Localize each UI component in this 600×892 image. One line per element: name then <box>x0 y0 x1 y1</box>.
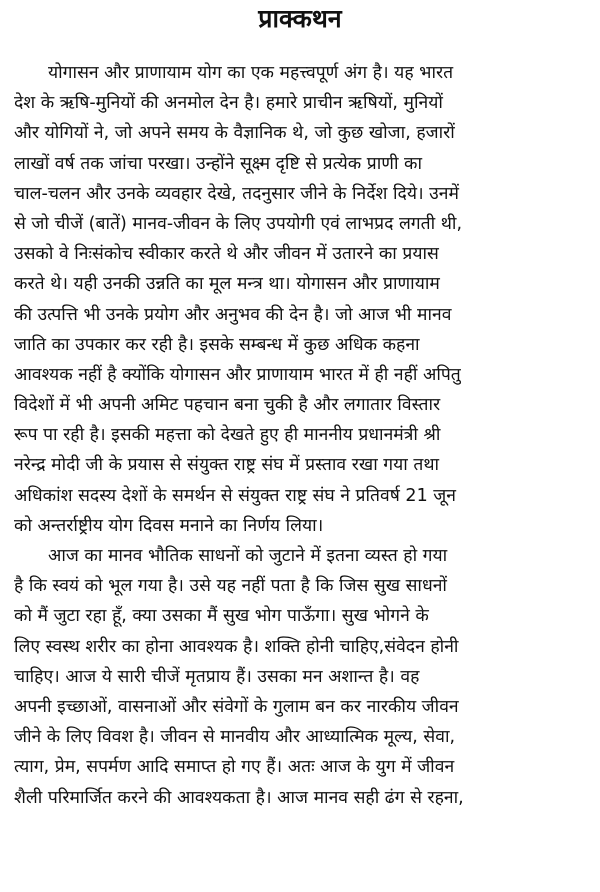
text-line: उसको वे निःसंकोच स्वीकार करते थे और जीवन में उतारने का प्रयास <box>14 244 439 265</box>
text-line: देश के ऋषि-मुनियों की अनमोल देन है। हमारे प्राचीन ऋषियों, मुनियों <box>14 93 443 114</box>
text-line: त्याग, प्रेम, सपर्मण आदि समाप्त हो गए हैं। अतः आज के युग में जीवन <box>14 757 455 778</box>
text-line: लाखों वर्ष तक जांचा परखा। उन्होंने सूक्ष्म दृष्टि से प्रत्येक प्राणी का <box>14 153 423 174</box>
text-line: रूप पा रही है। इसकी महत्ता को देखते हुए ही माननीय प्रधानमंत्री श्री <box>14 425 441 446</box>
text-line: आज का मानव भौतिक साधनों को जुटाने में इतना व्यस्त हो गया <box>48 546 448 566</box>
text-line: अधिकांश सदस्य देशों के समर्थन से संयुक्त राष्ट्र संघ ने प्रतिवर्ष 21 जून <box>14 485 456 506</box>
text-line: शैली परिमार्जित करने की आवश्यकता है। आज मानव सही ढंग से रहना, <box>14 787 464 808</box>
text-line: और योगियों ने, जो अपने समय के वैज्ञानिक थे, जो कुछ खोजा, हजारों <box>14 123 455 144</box>
text-line: से जो चीजें (बातें) मानव-जीवन के लिए उपयोगी एवं लाभप्रद लगती थी, <box>14 213 463 234</box>
paragraph-1 <box>14 58 594 541</box>
text-line: अपनी इच्छाओं, वासनाओं और संवेगों के गुलाम बन कर नारकीय जीवन <box>14 696 459 717</box>
text-line: चाहिए। आज ये सारी चीजें मृतप्राय हैं। उसका मन अशान्त है। वह <box>14 666 420 687</box>
text-line: आवश्यक नहीं है क्योंकि योगासन और प्राणायाम भारत में ही नहीं अपितु <box>14 364 461 385</box>
text-line: को अन्तर्राष्ट्रीय योग दिवस मनाने का निर्णय लिया। <box>14 515 324 536</box>
paragraph-2 <box>14 541 594 813</box>
text-line: चाल-चलन और उनके व्यवहार देखे, तदनुसार जीने के निर्देश दिये। उनमें <box>14 183 459 204</box>
text-line: जाति का उपकार कर रही है। इसके सम्बन्ध में कुछ अधिक कहना <box>14 334 420 355</box>
text-line: विदेशों में भी अपनी अमिट पहचान बना चुकी है और लगातार विस्तार <box>14 395 441 416</box>
text-line: नरेन्द्र मोदी जी के प्रयास से संयुक्त राष्ट्र संघ में प्रस्ताव रखा गया तथा <box>14 455 440 476</box>
text-line: लिए स्वस्थ शरीर का होना आवश्यक है। शक्ति होनी चाहिए,संवेदन होनी <box>14 636 459 657</box>
text-line: को मैं जुटा रहा हूँ, क्या उसका मैं सुख भोग पाऊँगा। सुख भोगने के <box>14 606 429 627</box>
page-title: प्राक्कथन <box>258 4 342 33</box>
text-line: करते थे। यही उनकी उन्नति का मूल मन्त्र था। योगासन और प्राणायाम <box>14 274 440 295</box>
text-line: है कि स्वयं को भूल गया है। उसे यह नहीं पता है कि जिस सुख साधनों <box>14 576 447 597</box>
text-line: की उत्पत्ति भी उनके प्रयोग और अनुभव की देन है। जो आज भी मानव <box>14 304 452 325</box>
text-line: योगासन और प्राणायाम योग का एक महत्त्वपूर्ण अंग है। यह भारत <box>48 63 454 83</box>
body-text <box>14 58 594 813</box>
text-line: जीने के लिए विवश है। जीवन से मानवीय और आध्यात्मिक मूल्य, सेवा, <box>14 727 456 748</box>
